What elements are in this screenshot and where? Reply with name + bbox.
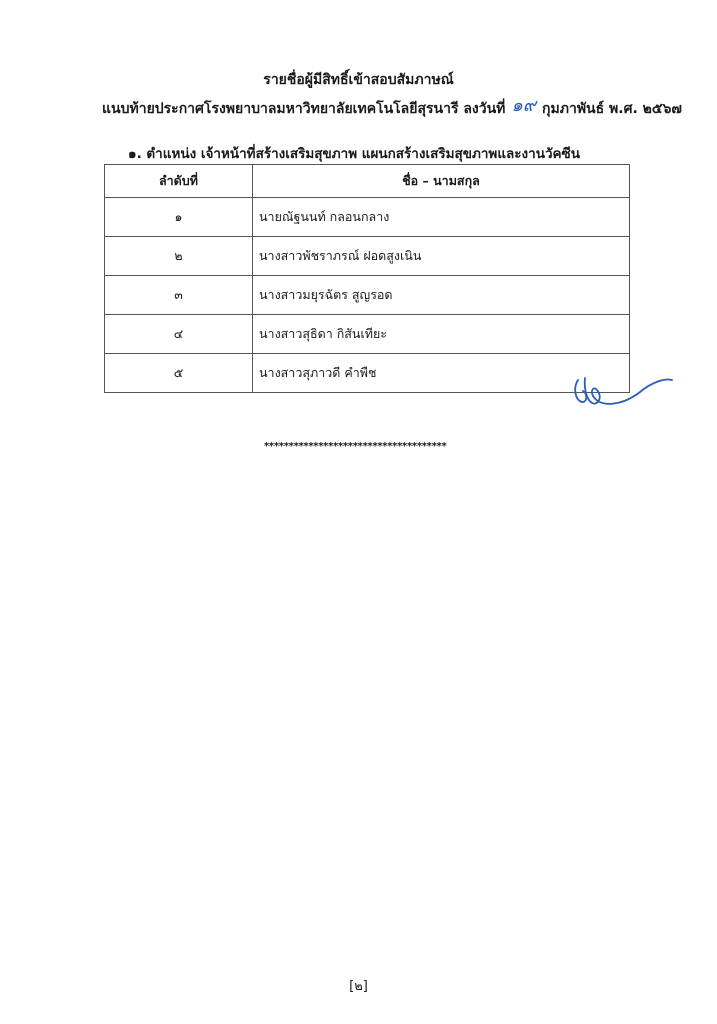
separator-line: ************************************* xyxy=(264,441,447,452)
document-subtitle xyxy=(102,92,682,121)
handwritten-day: ๑๙ xyxy=(511,95,537,116)
subtitle-prefix: แนบท้ายประกาศโรงพยาบาลมหาวิทยาลัยเทคโนโลยีสุรนารี ลงวันที่ xyxy=(102,101,506,117)
row-number: ๕ xyxy=(105,354,253,393)
column-header-number: ลำดับที่ xyxy=(105,165,253,198)
row-name: นางสาวพัชราภรณ์ ฝอดสูงเนิน xyxy=(253,237,630,276)
row-number: ๑ xyxy=(105,198,253,237)
table-header-row xyxy=(105,165,630,198)
row-name: นางสาวสุภาวดี คำพืช xyxy=(253,354,630,393)
row-number: ๓ xyxy=(105,276,253,315)
row-number: ๒ xyxy=(105,237,253,276)
table-row xyxy=(105,354,630,393)
document-title: รายชื่อผู้มีสิทธิ์เข้าสอบสัมภาษณ์ xyxy=(263,72,454,88)
table-row xyxy=(105,276,630,315)
row-name: นางสาวสุธิดา กิสันเทียะ xyxy=(253,315,630,354)
row-name: นางสาวมยุรฉัตร สูญรอด xyxy=(253,276,630,315)
table-row xyxy=(105,315,630,354)
table-row xyxy=(105,237,630,276)
subtitle-suffix: กุมภาพันธ์ พ.ศ. ๒๕๖๗ xyxy=(542,101,682,117)
row-number: ๔ xyxy=(105,315,253,354)
column-header-name: ชื่อ – นามสกุล xyxy=(253,165,630,198)
page-number: [๒] xyxy=(349,979,368,994)
table-row xyxy=(105,198,630,237)
candidate-table xyxy=(104,164,630,393)
section-heading: ๑. ตำแหน่ง เจ้าหน้าที่สร้างเสริมสุขภาพ แผนกสร้างเสริมสุขภาพและงานวัคซีน xyxy=(128,146,580,162)
handwritten-signature xyxy=(570,366,675,416)
row-name: นายณัฐนนท์ กลอนกลาง xyxy=(253,198,630,237)
